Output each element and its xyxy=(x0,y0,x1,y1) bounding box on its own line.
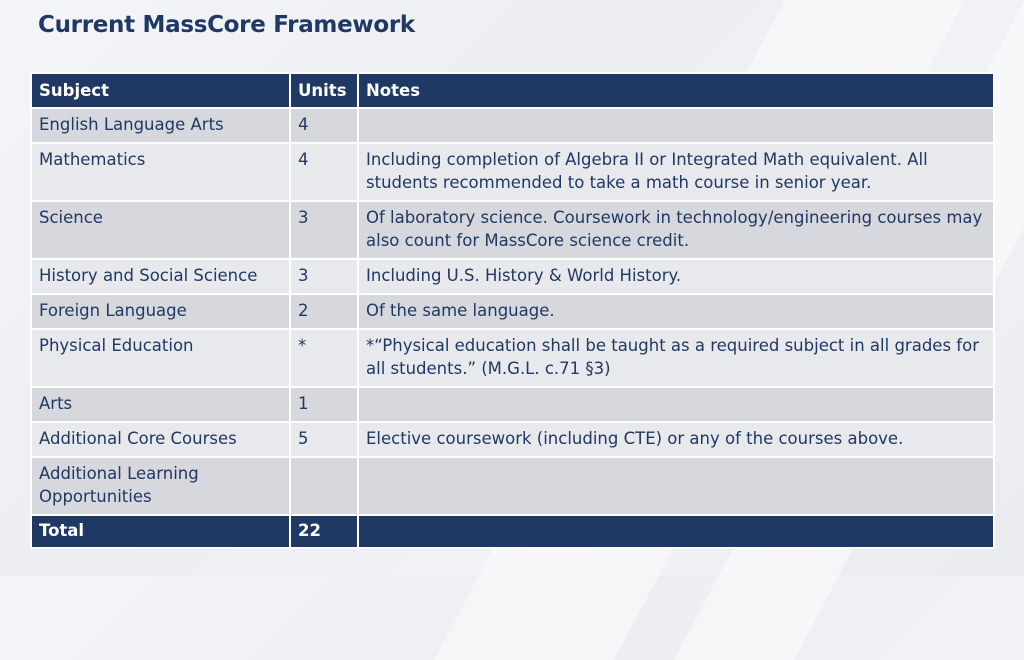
cell-subject: Science xyxy=(31,201,290,259)
cell-notes: Elective coursework (including CTE) or any of the courses above. xyxy=(358,422,994,457)
cell-notes xyxy=(358,108,994,143)
cell-subject: Arts xyxy=(31,387,290,422)
cell-units: * xyxy=(290,329,358,387)
cell-units: 3 xyxy=(290,259,358,294)
table-row xyxy=(31,201,994,259)
cell-notes: Including U.S. History & World History. xyxy=(358,259,994,294)
table-row xyxy=(31,108,994,143)
cell-notes: Of the same language. xyxy=(358,294,994,329)
page-title: Current MassCore Framework xyxy=(38,12,415,38)
header-subject: Subject xyxy=(31,73,290,108)
cell-subject: Foreign Language xyxy=(31,294,290,329)
table-row xyxy=(31,259,994,294)
cell-notes xyxy=(358,387,994,422)
cell-units: 3 xyxy=(290,201,358,259)
cell-notes: Including completion of Algebra II or Integrated Math equivalent. All students recommended to take a math course in senior year. xyxy=(358,143,994,201)
table-row xyxy=(31,387,994,422)
header-units: Units xyxy=(290,73,358,108)
table-header-row xyxy=(31,73,994,108)
cell-notes xyxy=(358,457,994,515)
total-units: 22 xyxy=(290,515,358,548)
total-notes xyxy=(358,515,994,548)
cell-units: 2 xyxy=(290,294,358,329)
cell-subject: Additional Core Courses xyxy=(31,422,290,457)
cell-subject: Additional Learning Opportunities xyxy=(31,457,290,515)
cell-units: 5 xyxy=(290,422,358,457)
masscore-table xyxy=(30,72,995,549)
cell-units: 4 xyxy=(290,143,358,201)
cell-subject: Physical Education xyxy=(31,329,290,387)
table-row xyxy=(31,329,994,387)
cell-notes: *“Physical education shall be taught as a required subject in all grades for all students.” (M.G.L. c.71 §3) xyxy=(358,329,994,387)
total-label: Total xyxy=(31,515,290,548)
cell-units: 4 xyxy=(290,108,358,143)
table-row xyxy=(31,294,994,329)
cell-subject: English Language Arts xyxy=(31,108,290,143)
table-row xyxy=(31,457,994,515)
cell-subject: Mathematics xyxy=(31,143,290,201)
cell-units: 1 xyxy=(290,387,358,422)
table-row xyxy=(31,143,994,201)
cell-subject: History and Social Science xyxy=(31,259,290,294)
cell-units xyxy=(290,457,358,515)
header-notes: Notes xyxy=(358,73,994,108)
table-row xyxy=(31,422,994,457)
cell-notes: Of laboratory science. Coursework in technology/engineering courses may also count for MassCore science credit. xyxy=(358,201,994,259)
table-total-row xyxy=(31,515,994,548)
